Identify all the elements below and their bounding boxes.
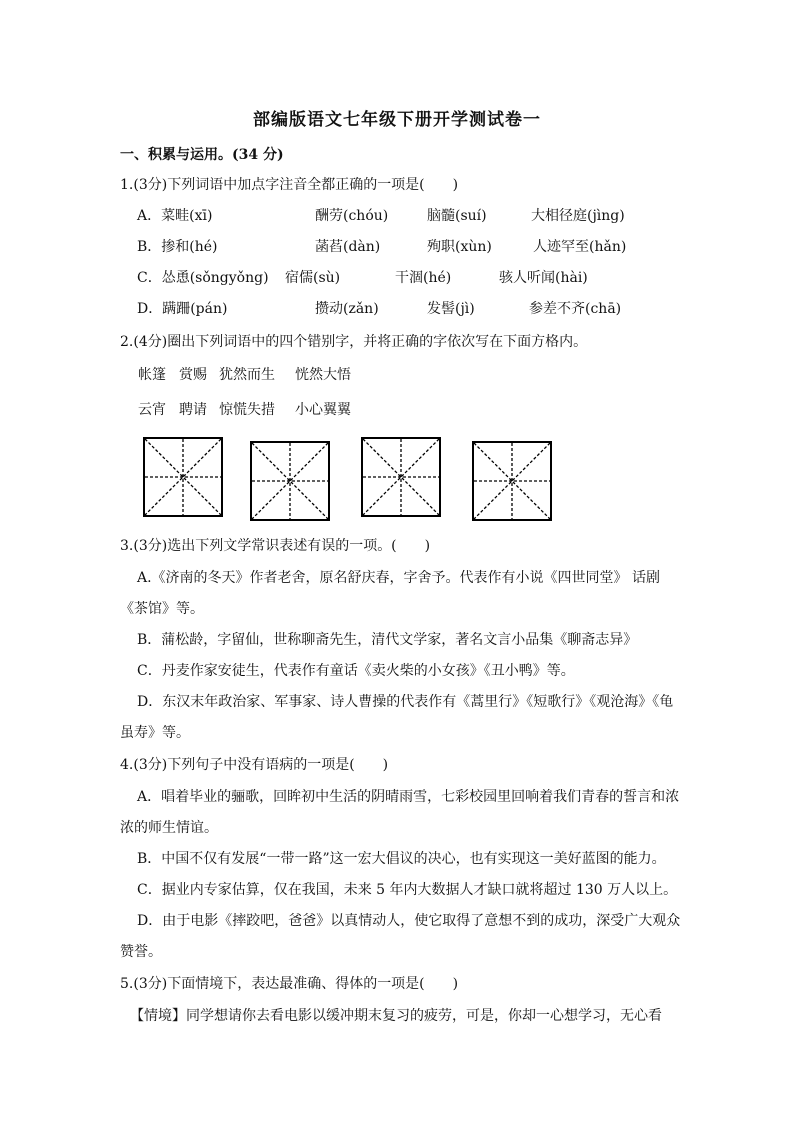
option-d-word-1: D．蹒跚(pán) xyxy=(137,301,228,317)
question-3-option-a: A.《济南的冬天》作者老舍，原名舒庆春，字舍予。代表作有小说《四世同堂》 话剧 xyxy=(137,570,661,586)
question-4-option-d: D．由于电影《摔跤吧，爸爸》以真情动人，使它取得了意想不到的成功，深受广大观众 xyxy=(137,913,681,929)
option-a-word-4: 大相径庭(jìng) xyxy=(531,208,625,224)
question-4-option-a-cont: 浓的师生情谊。 xyxy=(120,820,218,836)
word-4: 恍然大悟 xyxy=(295,367,351,383)
option-c-word-2: 宿儒(sù) xyxy=(285,270,341,286)
question-3-option-d-cont: 虽寿》等。 xyxy=(120,725,190,741)
question-1-stem: 1.(3分)下列词语中加点字注音全都正确的一项是( ) xyxy=(120,177,459,193)
option-b-word-3: 殉职(xùn) xyxy=(427,239,492,255)
writing-grid-2[interactable] xyxy=(250,441,330,521)
option-b-word-4: 人迹罕至(hǎn) xyxy=(533,239,627,255)
option-d-word-3: 发髻(jì) xyxy=(427,301,475,317)
option-c-word-4: 骇人听闻(hài) xyxy=(499,270,588,286)
word-8: 小心翼翼 xyxy=(295,402,351,418)
writing-grid-3[interactable] xyxy=(361,437,441,517)
option-a-word-1: A．菜畦(xī) xyxy=(137,208,213,224)
word-5: 云宵 xyxy=(138,402,166,418)
exam-title: 部编版语文七年级下册开学测试卷一 xyxy=(253,110,541,130)
word-3: 犹然而生 xyxy=(219,367,275,383)
option-a-word-3: 脑髓(suí) xyxy=(427,208,487,224)
question-4-option-b: B．中国不仅有发展“一带一路”这一宏大倡议的决心，也有实现这一美好蓝图的能力。 xyxy=(137,851,666,867)
option-c-word-1: C．怂恿(sǒngyǒng) xyxy=(137,270,269,286)
word-2: 赏赐 xyxy=(179,367,207,383)
option-a-word-2: 酬劳(chóu) xyxy=(315,208,389,224)
question-3-stem: 3.(3分)选出下列文学常识表述有误的一项。( ) xyxy=(120,538,431,554)
option-d-word-4: 参差不齐(chā) xyxy=(529,301,622,317)
word-7: 惊慌失措 xyxy=(219,402,275,418)
question-4-stem: 4.(3分)下列句子中没有语病的一项是( ) xyxy=(120,757,389,773)
question-2-stem: 2.(4分)圈出下列词语中的四个错别字，并将正确的字依次写在下面方格内。 xyxy=(120,334,588,350)
option-b-word-2: 菡萏(dàn) xyxy=(315,239,381,255)
question-3-option-b: B．蒲松龄，字留仙，世称聊斋先生，清代文学家，著名文言小品集《聊斋志异》 xyxy=(137,632,638,648)
word-1: 帐篷 xyxy=(138,367,166,383)
option-c-word-3: 干涸(hé) xyxy=(395,270,452,286)
question-3-option-d: D．东汉末年政治家、军事家、诗人曹操的代表作有《蒿里行》《短歌行》《观沧海》《龟 xyxy=(137,694,674,710)
question-3-option-a-cont: 《茶馆》等。 xyxy=(120,601,204,617)
question-4-option-a: A．唱着毕业的骊歌，回眸初中生活的阴晴雨雪，七彩校园里回响着我们青春的誓言和浓 xyxy=(137,789,680,805)
writing-grid-1[interactable] xyxy=(143,437,223,517)
writing-grid-4[interactable] xyxy=(472,441,552,521)
section-heading: 一、积累与运用。(34 分) xyxy=(120,147,284,163)
question-4-option-c: C．据业内专家估算，仅在我国，未来 5 年内大数据人才缺口就将超过 130 万人以上。 xyxy=(137,882,678,898)
question-4-option-d-cont: 赞誉。 xyxy=(120,944,162,960)
question-5-scenario: 【情境】同学想请你去看电影以缓冲期末复习的疲劳，可是，你却一心想学习，无心看 xyxy=(130,1008,662,1024)
option-b-word-1: B．掺和(hé) xyxy=(137,239,218,255)
word-6: 聘请 xyxy=(179,402,207,418)
question-5-stem: 5.(3分)下面情境下，表达最准确、得体的一项是( ) xyxy=(120,976,459,992)
option-d-word-2: 攒动(zǎn) xyxy=(315,301,379,317)
question-3-option-c: C．丹麦作家安徒生，代表作有童话《卖火柴的小女孩》《丑小鸭》等。 xyxy=(137,663,575,679)
